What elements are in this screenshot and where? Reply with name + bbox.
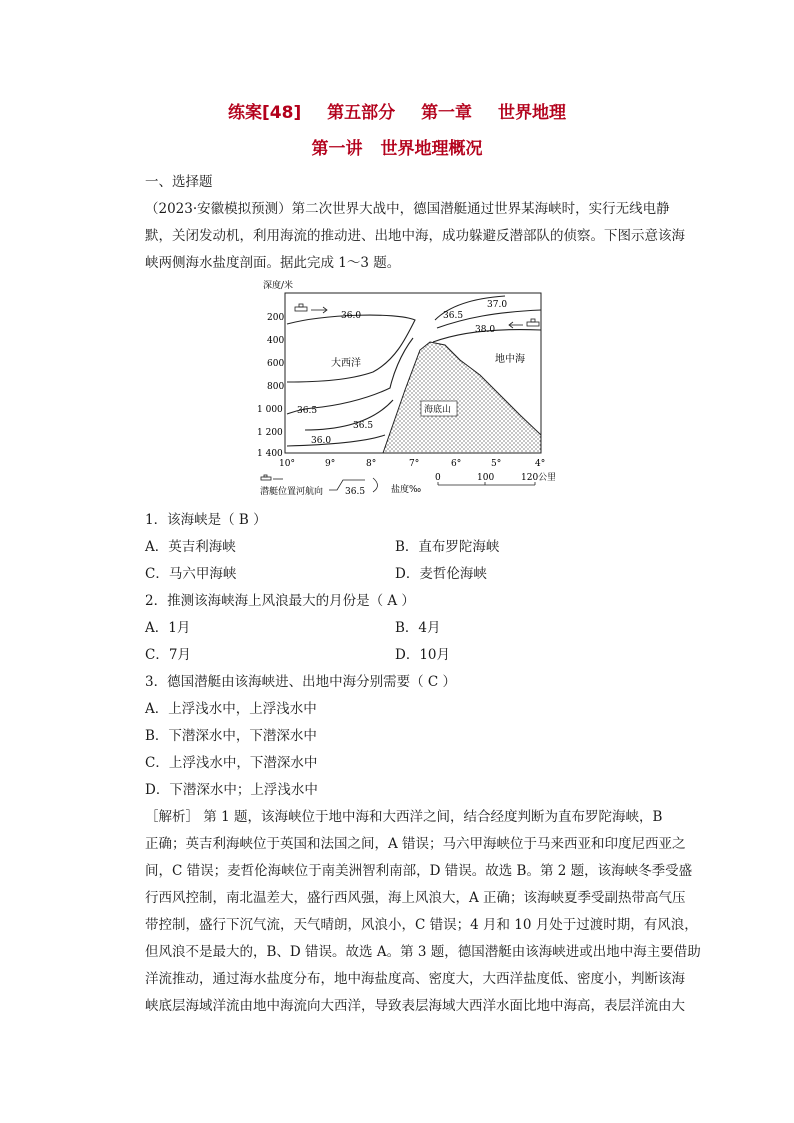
contour-line: [287, 315, 415, 382]
chapter-label: 第一章: [421, 103, 473, 123]
analysis-line: ［解析］ 第 1 题，该海峡位于地中海和大西洋之间，结合经度判断为直布罗陀海峡，B: [145, 809, 663, 825]
option: B．直布罗陀海峡: [395, 539, 500, 555]
seamount-label: 海底山: [424, 405, 452, 415]
legend-submarine-icon: [261, 475, 283, 480]
option: A．英吉利海峡: [145, 539, 236, 555]
intro-line: （2023·安徽模拟预测）第二次世界大战中，德国潜艇通过世界某海峡时，实行无线电静: [145, 201, 670, 217]
question-stem: 1．该海峡是（ B ）: [145, 512, 267, 528]
analysis-line: 行西风控制，南北温差大，盛行西风强，海上风浪大，A 正确；该海峡夏季受副热带高气压: [145, 890, 686, 906]
option: C．7月: [145, 647, 191, 663]
x-tick: 6°: [451, 459, 462, 469]
analysis-line: 洋流推动，通过海水盐度分布，地中海盐度高、密度大，大西洋盐度低、密度小，判断该海: [145, 971, 685, 987]
submarine-icon: [509, 319, 539, 328]
salinity-profile-figure: [255, 280, 555, 506]
y-tick: 1 000: [257, 405, 283, 415]
contour-label: 36.0: [311, 436, 332, 446]
exercise-code: 练案[48]: [228, 103, 302, 123]
question-stem: 3．德国潜艇由该海峡进、出地中海分别需要（ C ）: [145, 674, 457, 690]
mediterranean-label: 地中海: [495, 354, 525, 365]
intro-line: 峡两侧海水盐度剖面。据此完成 1～3 题。: [145, 255, 401, 271]
salinity-profile-diagram: [255, 280, 555, 502]
contour-label: 36.5: [297, 406, 318, 416]
option: B．下潜深水中，下潜深水中: [145, 728, 317, 744]
contour-label: 36.5: [443, 311, 464, 321]
x-tick: 4°: [535, 459, 546, 469]
atlantic-label: 大西洋: [331, 358, 361, 369]
legend-salinity-value: 36.5: [345, 487, 366, 497]
y-tick: 800: [267, 382, 285, 392]
question-stem: 2．推测该海峡海上风浪最大的月份是（ A ）: [145, 593, 415, 609]
y-tick: 1 400: [257, 449, 283, 459]
option: A．1月: [145, 620, 191, 636]
intro-line: 默，关闭发动机，利用海流的推动进、出地中海，成功躲避反潜部队的侦察。下图示意该海: [145, 228, 685, 244]
y-tick: 600: [267, 359, 285, 369]
y-tick: 1 200: [257, 428, 283, 438]
legend-ship-label: 潜艇位置河航向: [260, 487, 324, 497]
option: D．10月: [395, 647, 451, 663]
legend-salinity-label: 盐度‰: [391, 485, 422, 495]
section-heading: 一、选择题: [145, 174, 213, 190]
x-tick: 10°: [279, 459, 295, 469]
option: C．马六甲海峡: [145, 566, 237, 582]
contour-label: 36.0: [341, 311, 362, 321]
option: D．下潜深水中；上浮浅水中: [145, 782, 318, 798]
x-tick: 8°: [366, 459, 377, 469]
y-tick: 400: [267, 336, 285, 346]
x-tick: 5°: [491, 459, 502, 469]
option: A．上浮浅水中，上浮浅水中: [145, 701, 317, 717]
contour-line: [287, 435, 385, 446]
option: C．上浮浅水中，下潜深水中: [145, 755, 318, 771]
analysis-line: 带控制，盛行下沉气流，天气晴朗，风浪小，C 错误；4 月和 10 月处于过渡时期，有风浪，: [145, 917, 698, 933]
header-title: [0, 98, 794, 123]
lecture-title: [0, 134, 794, 159]
scale-label: 120公里: [521, 473, 555, 483]
submarine-icon: [295, 304, 327, 313]
analysis-line: 正确；英吉利海峡位于英国和法国之间，A 错误；马六甲海峡位于马来西亚和印度尼西亚之: [145, 836, 686, 852]
lecture-label: 第一讲: [311, 139, 363, 159]
scale-label: 0: [435, 473, 441, 483]
part-label: 第五部分: [327, 103, 396, 123]
chapter-title: 世界地理: [497, 103, 566, 123]
option: D．麦哲伦海峡: [395, 566, 487, 582]
scale-label: 100: [477, 473, 495, 483]
contour-label: 38.0: [475, 325, 496, 335]
contour-label: 36.5: [353, 421, 374, 431]
analysis-line: 峡底层海域洋流由地中海流向大西洋，导致表层海域大西洋水面比地中海高，表层洋流由大: [145, 998, 685, 1014]
contour-label: 37.0: [487, 300, 508, 310]
legend-curve: [373, 478, 378, 492]
x-tick: 7°: [409, 459, 420, 469]
y-tick: 200: [267, 313, 285, 323]
contour-line: [305, 400, 393, 430]
option: B．4月: [395, 620, 441, 636]
analysis-line: 间，C 错误；麦哲伦海峡位于南美洲智利南部，D 错误。故选 B。第 2 题，该海峡冬季受盛: [145, 863, 693, 879]
x-tick: 9°: [325, 459, 336, 469]
y-axis-label: 深度/米: [263, 281, 294, 291]
lecture-name: 世界地理概况: [380, 139, 483, 159]
contour-line: [287, 338, 413, 414]
analysis-line: 但风浪不是最大的，B、D 错误。故选 A。第 3 题，德国潜艇由该海峡进或出地中海主要借助: [145, 944, 701, 960]
